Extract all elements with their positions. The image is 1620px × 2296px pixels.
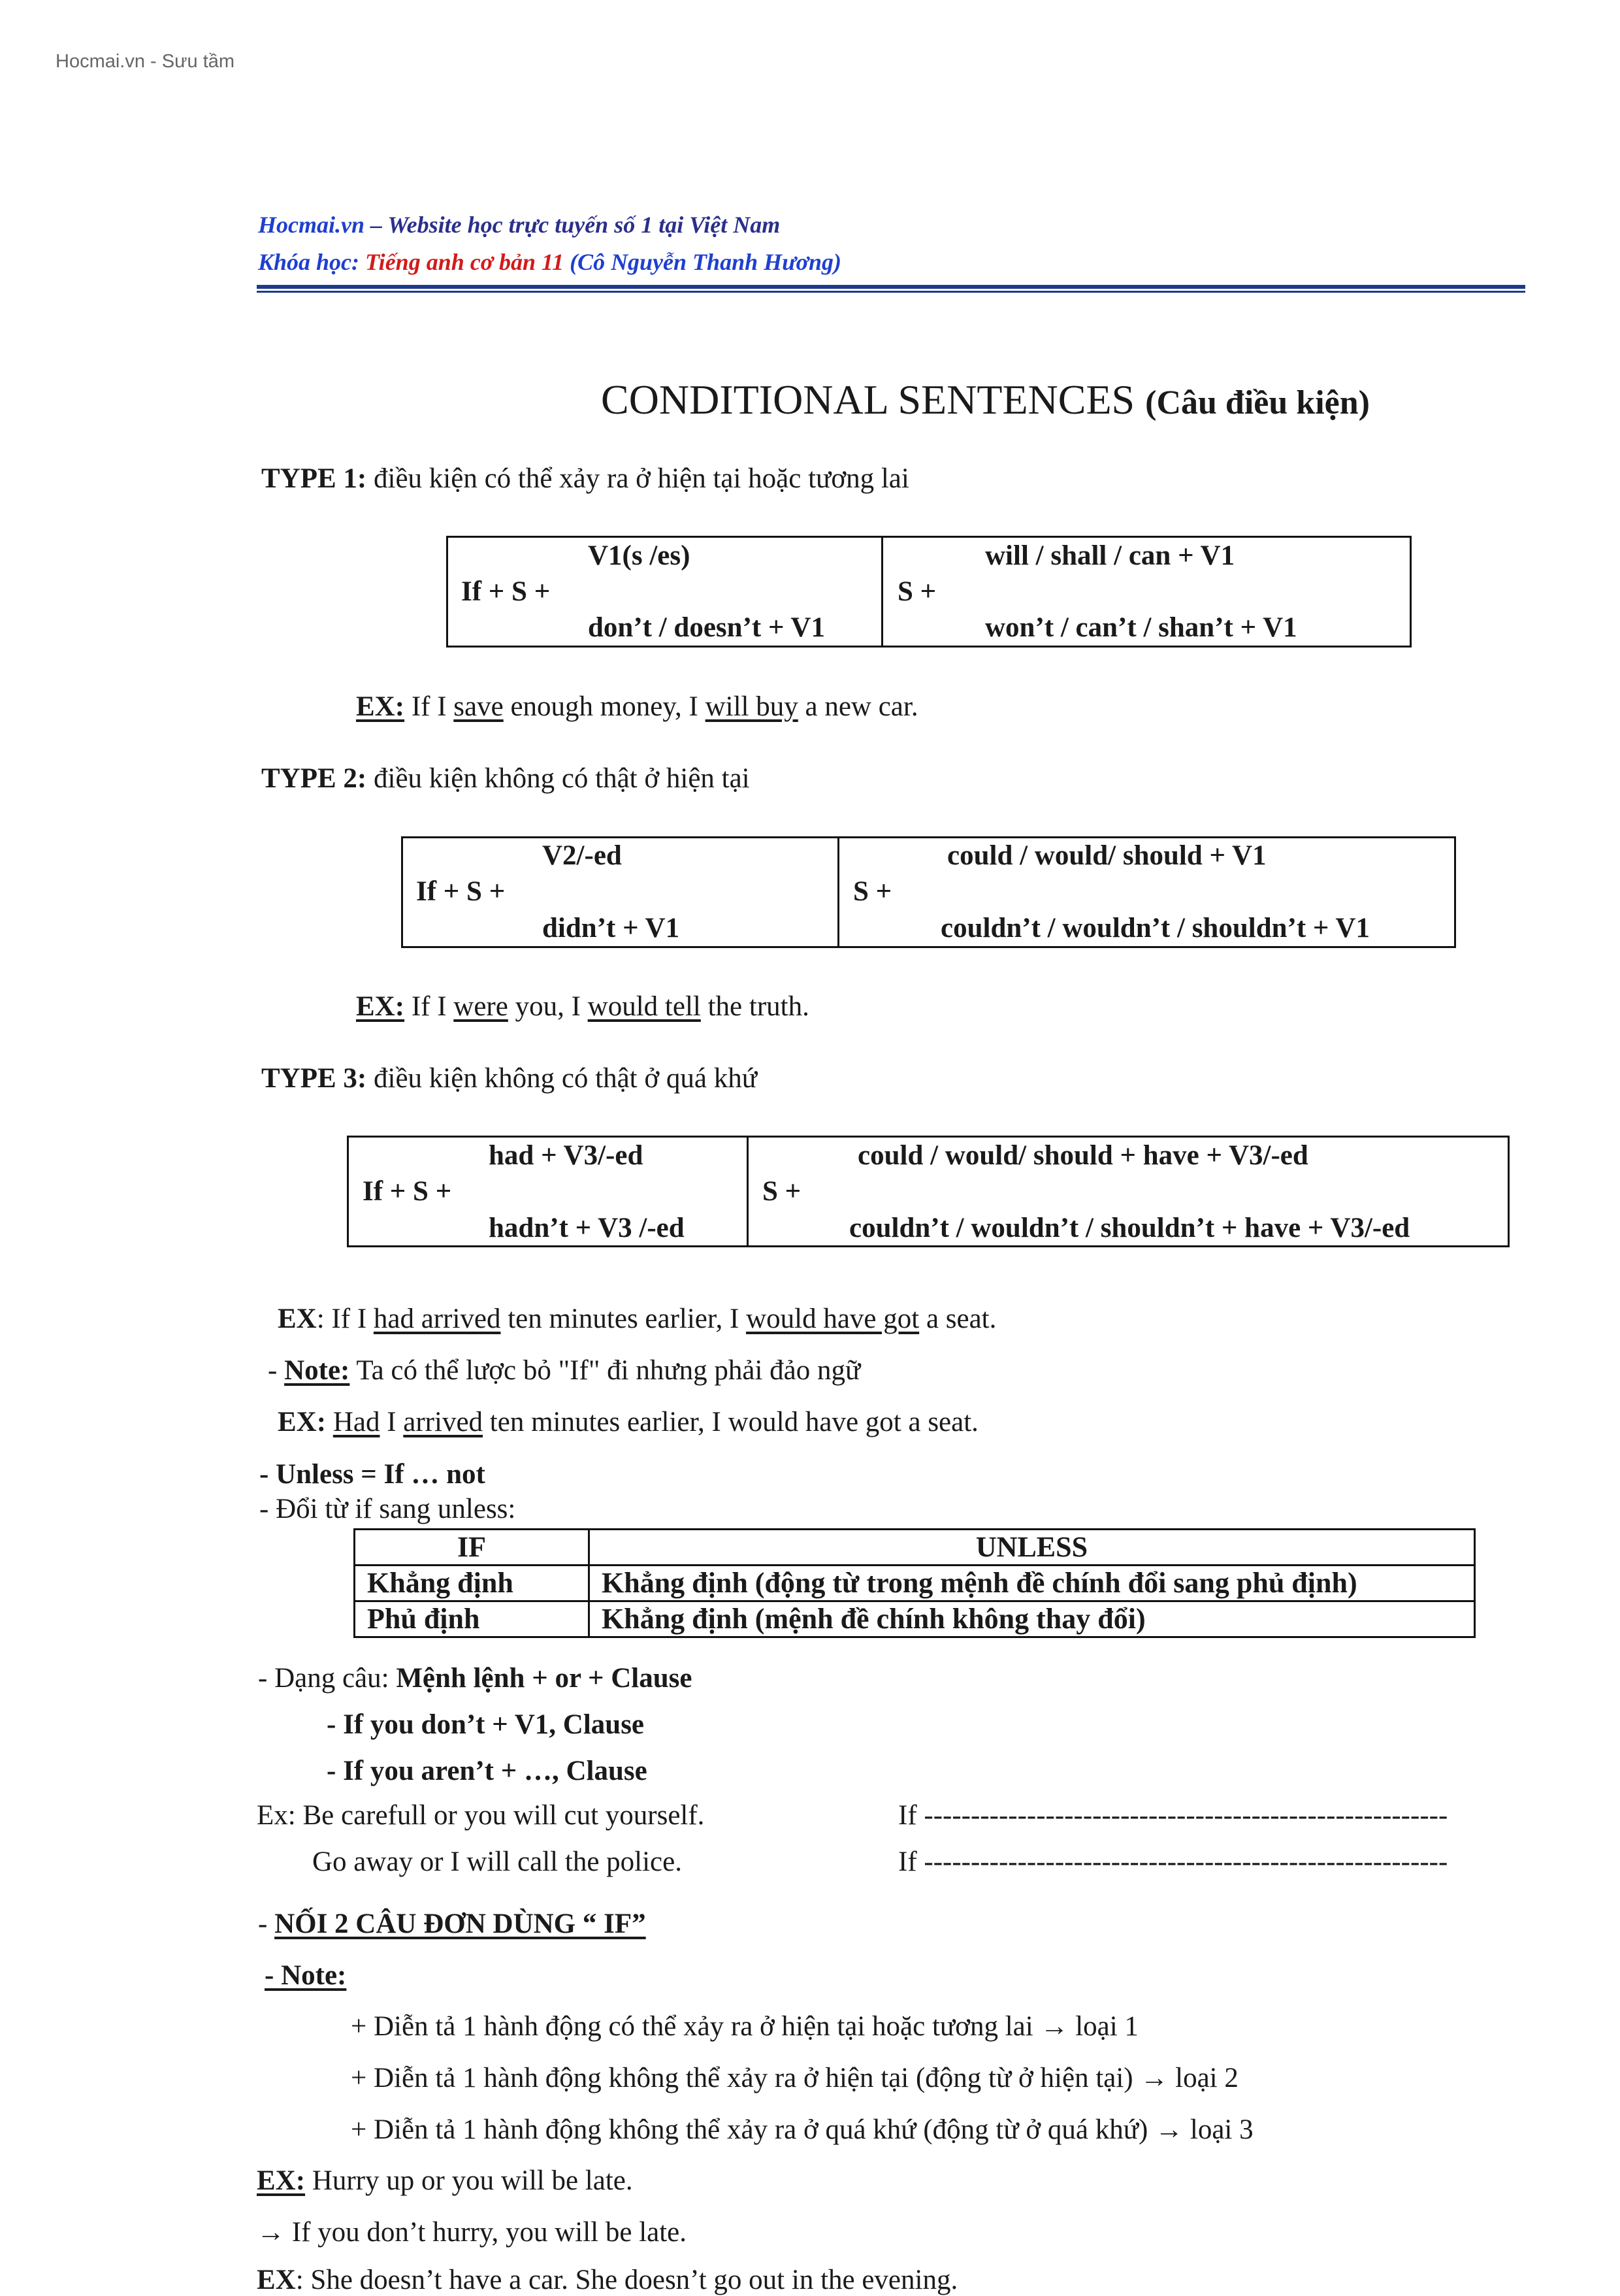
join-dash: - [258, 1909, 275, 1939]
ex-text: If I [404, 991, 454, 1022]
site-name[interactable]: Hocmai.vn [258, 212, 364, 238]
type3-if-bot: hadn’t + V3 /-ed [489, 1213, 685, 1243]
course-teacher: (Cô Nguyễn Thanh Hương) [564, 249, 842, 275]
join-note-label: - Note: [265, 1960, 347, 1991]
header-rule [257, 285, 1525, 289]
type1-heading [261, 463, 909, 495]
type1-divider [881, 536, 883, 648]
ex-text: enough money, I [503, 691, 705, 722]
exercise-sentence: Ex: Be carefull or you will cut yourself. [257, 1800, 705, 1831]
exercise-sentence: Go away or I will call the police. [312, 1846, 682, 1877]
site-header [258, 211, 780, 238]
type2-divider [837, 836, 839, 948]
type2-main-top: could / would/ should + V1 [947, 840, 1267, 871]
page-title [601, 376, 1370, 424]
type3-main-top: could / would/ should + have + V3/-ed [858, 1140, 1308, 1171]
form-line-2: - If you aren’t + …, Clause [327, 1756, 647, 1786]
note-label: Note: [284, 1355, 350, 1386]
table-cell: Khẳng định (mệnh đề chính không thay đổi) [589, 1601, 1475, 1637]
ex-underlined: had arrived [373, 1304, 501, 1334]
type2-main-bot: couldn’t / wouldn’t / shouldn’t + V1 [941, 913, 1370, 943]
type2-example [356, 991, 809, 1023]
type3-example [278, 1303, 996, 1335]
join-heading-text: NỐI 2 CÂU ĐƠN DÙNG “ IF” [274, 1909, 646, 1939]
join-example [257, 2165, 633, 2197]
type2-desc: điều kiện không có thật ở hiện tại [366, 763, 750, 794]
ex-text: ten minutes earlier, I [500, 1304, 747, 1334]
if-unless-table [353, 1528, 1476, 1638]
ex-label: EX: [356, 691, 405, 722]
type1-if-mid: If + S + [461, 576, 551, 607]
ex-label: EX: [257, 2165, 306, 2196]
ex-text: a new car. [798, 691, 918, 722]
table-header: UNLESS [589, 1530, 1475, 1566]
table-header: IF [355, 1530, 589, 1566]
join-rule: + Diễn tả 1 hành động có thể xảy ra ở hiện tại hoặc tương lai → loại 1 [351, 2011, 1139, 2042]
ex-text [326, 1407, 333, 1437]
type1-main-top: will / shall / can + V1 [985, 540, 1235, 571]
ex-text: If I [411, 691, 454, 722]
join-rule: + Diễn tả 1 hành động không thể xảy ra ở quá khứ (động từ ở quá khứ) → loại 3 [351, 2114, 1254, 2145]
ex-text: Hurry up or you will be late. [305, 2165, 633, 2196]
ex-text: you, I [508, 991, 588, 1022]
site-tagline: – Website học trực tuyến số 1 tại Việt Nam [364, 212, 781, 238]
table-cell: Khẳng định (động từ trong mệnh đề chính đổi sang phủ định) [589, 1566, 1475, 1601]
ex-label: EX [278, 1304, 317, 1334]
table-cell: Khẳng định [355, 1566, 589, 1601]
type3-label: TYPE 3: [261, 1063, 367, 1094]
type3-if-mid: If + S + [363, 1176, 452, 1207]
watermark: Hocmai.vn - Sưu tầm [56, 51, 235, 72]
table-row [355, 1601, 1475, 1637]
join-example-2 [257, 2264, 958, 2296]
type3-heading [261, 1062, 757, 1094]
ex-text: the truth. [700, 991, 809, 1022]
course-name: Tiếng anh cơ bản 11 [365, 249, 564, 275]
type2-main-mid: S + [853, 876, 892, 907]
title-sub: (Câu điều kiện) [1145, 384, 1370, 421]
type1-desc: điều kiện có thể xảy ra ở hiện tại hoặc tương lai [366, 463, 909, 494]
table-header-row [355, 1530, 1475, 1566]
type1-main-mid: S + [898, 576, 937, 607]
ex-label: EX: [278, 1407, 327, 1437]
join-rule: + Diễn tả 1 hành động không thể xảy ra ở hiện tại (động từ ở hiện tại) → loại 2 [351, 2063, 1239, 2093]
ex-underlined: will buy [705, 691, 798, 722]
type1-if-top: V1(s /es) [588, 540, 690, 571]
form-prefix: - Dạng câu: [258, 1663, 397, 1694]
ex-underlined: save [453, 691, 504, 722]
ex-text: : She doesn’t have a car. She doesn’t go out in the evening. [295, 2265, 958, 2295]
ex-text: ten minutes earlier, I would have got a seat. [483, 1407, 979, 1437]
ex-underlined: would have got [746, 1304, 920, 1334]
form-line-1: - If you don’t + V1, Clause [327, 1709, 645, 1740]
type3-desc: điều kiện không có thật ở quá khứ [366, 1063, 758, 1094]
ex-underlined: arrived [403, 1407, 483, 1437]
form-line [258, 1662, 692, 1694]
unless-rule: - Unless = If … not [259, 1459, 485, 1490]
exercise-blank[interactable]: If -------------------------------------------------------- [898, 1846, 1448, 1877]
inversion-example [278, 1406, 979, 1438]
title-main: CONDITIONAL SENTENCES [601, 376, 1135, 423]
ex-label: EX [257, 2265, 296, 2295]
note-text: Ta có thể lược bỏ "If" đi nhưng phải đảo ngữ [349, 1355, 861, 1386]
header-rule-thin [257, 291, 1525, 293]
note-inversion [268, 1354, 860, 1386]
ex-label: EX: [356, 991, 405, 1022]
ex-text: a seat. [919, 1304, 997, 1334]
type2-heading [261, 763, 750, 795]
type1-label: TYPE 1: [261, 463, 367, 494]
type1-main-bot: won’t / can’t / shan’t + V1 [985, 612, 1297, 643]
course-label: Khóa học: [258, 249, 366, 275]
type1-if-bot: don’t / doesn’t + V1 [588, 612, 825, 643]
type2-if-top: V2/-ed [542, 840, 622, 871]
ex-text: I [380, 1407, 404, 1437]
table-cell: Phủ định [355, 1601, 589, 1637]
type3-if-top: had + V3/-ed [489, 1140, 643, 1171]
type1-example [356, 691, 918, 723]
join-heading [258, 1908, 646, 1940]
join-example-answer: → If you don’t hurry, you will be late. [257, 2217, 687, 2248]
type2-if-mid: If + S + [416, 876, 506, 907]
table-row [355, 1566, 1475, 1601]
ex-text: : If I [316, 1304, 374, 1334]
exercise-blank[interactable]: If -------------------------------------------------------- [898, 1800, 1448, 1831]
type3-divider [747, 1136, 749, 1247]
course-header [258, 248, 841, 276]
type3-main-bot: couldn’t / wouldn’t / shouldn’t + have + V3/-ed [849, 1213, 1410, 1243]
ex-underlined: were [453, 991, 508, 1022]
type2-label: TYPE 2: [261, 763, 367, 794]
type3-main-mid: S + [762, 1176, 802, 1207]
note-dash: - [268, 1355, 285, 1386]
type2-if-bot: didn’t + V1 [542, 913, 680, 943]
unless-convert: - Đổi từ if sang unless: [259, 1494, 516, 1524]
form-pattern: Mệnh lệnh + or + Clause [396, 1663, 692, 1694]
ex-underlined: would tell [587, 991, 701, 1022]
ex-underlined: Had [332, 1407, 380, 1437]
